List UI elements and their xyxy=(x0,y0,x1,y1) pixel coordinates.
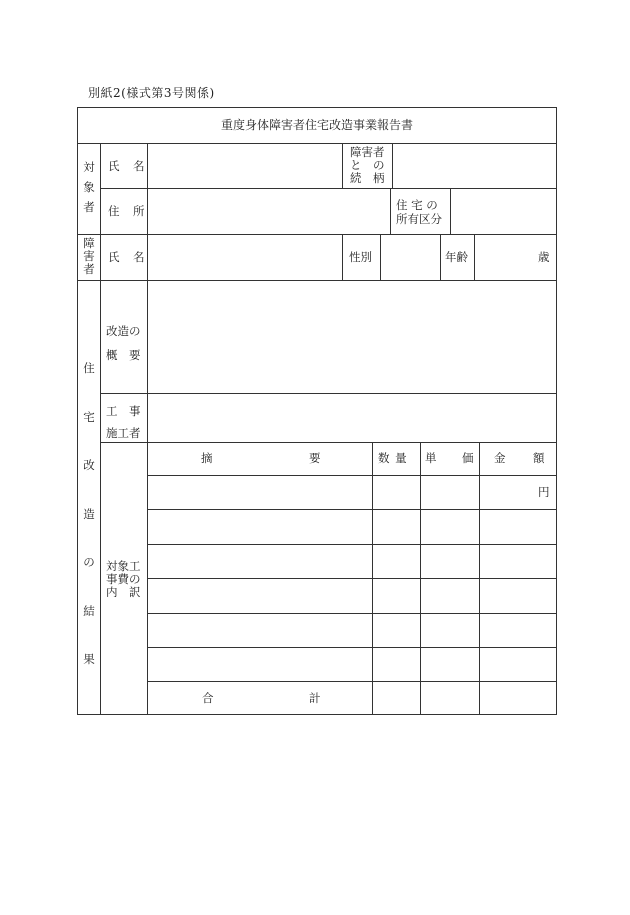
col-amount-b: 額 xyxy=(533,451,545,465)
row-line xyxy=(148,613,556,614)
row-line xyxy=(148,681,556,682)
overview-label: 改造の 概 要 xyxy=(106,324,141,362)
row-line xyxy=(148,647,556,648)
col-amount-a: 金 xyxy=(494,451,506,465)
overview-field[interactable] xyxy=(148,281,556,393)
col-line xyxy=(372,442,373,714)
sex-label: 性別 xyxy=(349,250,372,264)
col-unit-price-a: 単 xyxy=(425,451,437,465)
col-line xyxy=(390,188,391,234)
age-unit: 歳 xyxy=(538,250,550,264)
col-line xyxy=(479,442,480,714)
row-line xyxy=(148,544,556,545)
disabled-name-field[interactable] xyxy=(148,235,342,280)
col-quantity: 数 量 xyxy=(378,451,408,465)
total-label-a: 合 xyxy=(202,691,214,705)
row-line xyxy=(101,442,556,443)
row-line xyxy=(148,578,556,579)
col-line xyxy=(100,143,101,714)
subject-name-field[interactable] xyxy=(148,144,342,188)
contractor-label: 工 事 施工者 xyxy=(106,404,141,440)
col-line xyxy=(420,442,421,714)
ownership-field[interactable] xyxy=(451,189,556,234)
col-summary-b: 要 xyxy=(309,451,321,465)
col-line xyxy=(342,234,343,280)
col-line xyxy=(342,143,343,188)
address-field[interactable] xyxy=(148,189,390,234)
row-line xyxy=(148,509,556,510)
age-label: 年齢 xyxy=(445,250,468,264)
yen-unit: 円 xyxy=(538,485,550,499)
form-caption: 別紙2(様式第3号関係) xyxy=(88,86,215,100)
form-title: 重度身体障害者住宅改造事業報告書 xyxy=(220,118,413,132)
col-unit-price-b: 価 xyxy=(462,451,474,465)
result-group-label: 住 宅 改 造 の 結 果 xyxy=(83,361,95,666)
sex-field[interactable] xyxy=(381,235,440,280)
row-line xyxy=(148,475,556,476)
col-line xyxy=(440,234,441,280)
ownership-label: 住 宅 の 所有区分 xyxy=(396,198,442,226)
relation-label: 障害者 と の 続 柄 xyxy=(350,145,385,185)
contractor-field[interactable] xyxy=(148,394,556,442)
breakdown-label: 対象工 事費の 内 訳 xyxy=(106,559,141,599)
total-label-b: 計 xyxy=(309,691,321,705)
col-summary-a: 摘 xyxy=(201,451,213,465)
report-form xyxy=(77,107,557,715)
disabled-group-label: 障 害 者 xyxy=(83,236,95,276)
subject-name-label: 氏 名 xyxy=(108,159,146,173)
subject-group-label: 対 象 者 xyxy=(83,160,95,214)
relation-field[interactable] xyxy=(393,144,556,188)
address-label: 住 所 xyxy=(108,204,146,218)
disabled-name-label: 氏 名 xyxy=(108,250,146,264)
